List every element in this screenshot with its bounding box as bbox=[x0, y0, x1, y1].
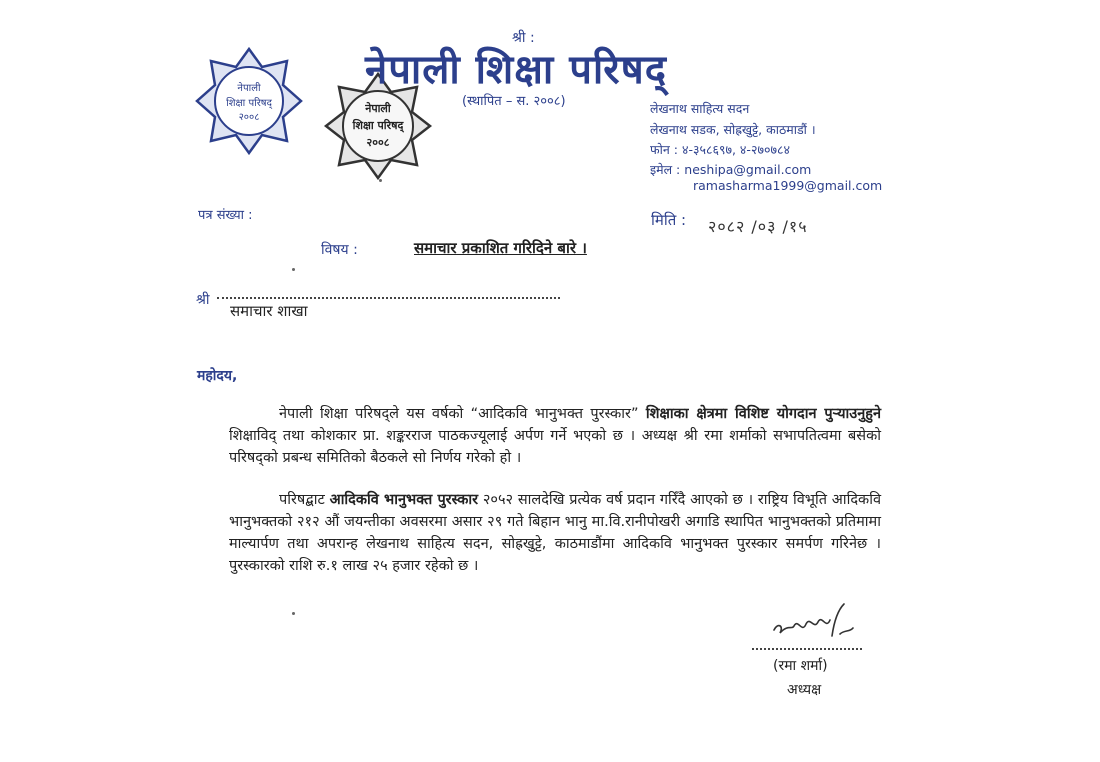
p2-text-a: परिषद्बाट bbox=[279, 492, 325, 508]
p1-text-bold: शिक्षाका क्षेत्रमा विशिष्ट योगदान पुऱ्याउनुहुने bbox=[645, 406, 881, 422]
date-label: मिति : bbox=[651, 211, 687, 229]
p2-text-bold: आदिकवि भानुभक्त पुरस्कार bbox=[329, 492, 479, 508]
p1-text-b: शिक्षाविद् तथा कोशकार प्रा. शङ्करराज पाठकज्यूलाई अर्पण गर्ने भएको छ । अध्यक्ष श्री रमा शर्माको सभापतित्वमा बसेको परिषद्को प्रबन्ध समितिको बैठकले सो निर्णय गरेको हो । bbox=[229, 428, 881, 466]
recipient-prefix: श्री bbox=[196, 292, 210, 308]
p2-text-b: २०५२ सालदेखि प्रत्येक वर्ष प्रदान गरिँदै आएको छ । राष्ट्रिय विभूति आदिकवि भानुभक्तको २१२ औं जयन्तीका अवसरमा असार २९ गते बिहान भानु मा.वि.रानीपोखरी अगाडि स्थापित भानुभक्तको प्रतिमामा माल्यार्पण तथा अपरान्ह लेखनाथ साहित्य सदन, सोह्रखुट्टे, काठमाडौंमा आदिकवि भानुभक्त पुरस्कार समर्पण गरिनेछ । पुरस्कारको राशि रु.१ लाख २५ हजार रहेको छ । bbox=[229, 492, 882, 574]
handwritten-signature bbox=[770, 600, 855, 645]
p1-text-a: नेपाली शिक्षा परिषद्ले यस वर्षको “आदिकवि भानुभक्त पुरस्कार” bbox=[279, 406, 639, 422]
email-secondary: ramasharma1999@gmail.com bbox=[693, 178, 883, 193]
seal-black-line3: २००८ bbox=[366, 136, 390, 149]
letter-number-label: पत्र संख्या : bbox=[198, 208, 253, 223]
subject-value: समाचार प्रकाशित गरिदिने बारे । bbox=[414, 239, 587, 257]
seal-blue-line1: नेपाली bbox=[237, 83, 261, 94]
seal-blue-line3: २००८ bbox=[238, 112, 260, 123]
date-value: २०८२ /०३ /१५ bbox=[708, 217, 808, 236]
org-title: नेपाली शिक्षा परिषद् bbox=[365, 47, 668, 93]
seal-black-line2: शिक्षा परिषद् bbox=[352, 119, 404, 132]
speck bbox=[292, 612, 295, 615]
address-line2: लेखनाथ सडक, सोह्रखुट्टे, काठमाडौं । bbox=[650, 122, 816, 137]
signatory-title: अध्यक्ष bbox=[787, 682, 822, 698]
seal-black-line1: नेपाली bbox=[365, 102, 391, 115]
email-row bbox=[650, 161, 811, 178]
shri-heading: श्री : bbox=[512, 30, 535, 46]
seal-blue-line2: शिक्षा परिषद् bbox=[226, 98, 272, 109]
body-paragraph-2 bbox=[229, 489, 881, 577]
org-seal-blue bbox=[195, 47, 303, 155]
salutation: महोदय, bbox=[197, 368, 238, 384]
subject-label: विषय : bbox=[321, 242, 358, 258]
signature-dotted-line bbox=[752, 648, 862, 650]
speck bbox=[379, 179, 382, 182]
recipient-dotted-line bbox=[217, 297, 560, 299]
phone-numbers: फोन : ४-३५८६९७, ४-२७०७८४ bbox=[650, 142, 790, 157]
established-year: (स्थापित – स. २००८) bbox=[462, 94, 566, 109]
recipient-name: समाचार शाखा bbox=[230, 302, 308, 320]
speck bbox=[292, 268, 295, 271]
email-label: इमेल : bbox=[650, 162, 681, 177]
address-line1: लेखनाथ साहित्य सदन bbox=[650, 101, 750, 116]
body-paragraph-1 bbox=[229, 403, 881, 469]
signatory-name: (रमा शर्मा) bbox=[773, 658, 828, 674]
email-primary: neshipa@gmail.com bbox=[684, 162, 812, 177]
